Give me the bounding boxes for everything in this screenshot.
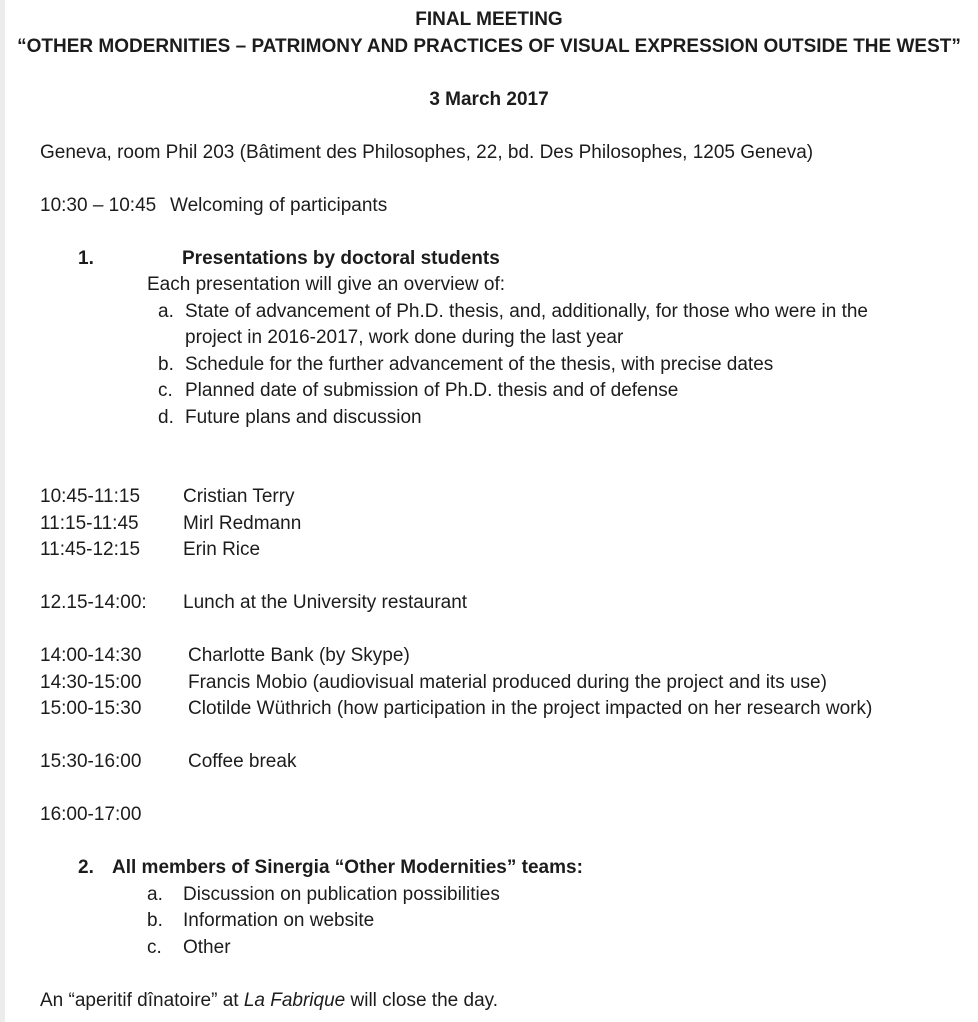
slot-label: Charlotte Bank (by Skype) (188, 645, 410, 666)
slot-label: Lunch at the University restaurant (183, 592, 468, 613)
list-item-letter: a. (158, 300, 174, 322)
list-item (147, 935, 978, 962)
list-item (158, 299, 978, 352)
meeting-location: Geneva, room Phil 203 (Bâtiment des Philosophes, 22, bd. Des Philosophes, 1205 Geneva) (40, 141, 814, 163)
list-item-letter: b. (147, 910, 163, 931)
closing-suffix: will close the day. (345, 989, 499, 1011)
slot-label: Cristian Terry (183, 486, 295, 507)
schedule-row-coffee (40, 749, 978, 776)
section1-heading (78, 246, 978, 273)
scan-edge-artifact (0, 0, 5, 1022)
list-item-letter: d. (158, 406, 174, 428)
spacer (0, 219, 978, 246)
spacer (0, 961, 978, 988)
time-slot: 16:00-17:00 (40, 804, 142, 825)
document-subtitle: “OTHER MODERNITIES – PATRIMONY AND PRACTICES OF VISUAL EXPRESSION OUTSIDE THE WEST” (17, 35, 961, 57)
document-title: FINAL MEETING (415, 9, 563, 30)
time-slot: 10:30 – 10:45 (40, 194, 157, 216)
list-item-text: Future plans and discussion (185, 406, 422, 428)
time-slot: 11:45-12:15 (40, 539, 141, 560)
time-slot: 15:00-15:30 (40, 698, 142, 719)
schedule-row (40, 670, 978, 697)
spacer (0, 776, 978, 803)
schedule-row (40, 643, 978, 670)
slot-label: Coffee break (188, 751, 297, 772)
list-item (158, 378, 978, 405)
spacer (0, 166, 978, 193)
section-title: All members of Sinergia “Other Modernities” teams: (112, 857, 583, 878)
schedule-row (40, 511, 978, 538)
schedule-row-lunch (40, 590, 978, 617)
list-item (158, 352, 978, 379)
slot-label: Mirl Redmann (183, 512, 302, 534)
time-slot: 10:45-11:15 (40, 486, 141, 507)
time-slot: 15:30-16:00 (40, 751, 142, 772)
time-slot: 14:00-14:30 (40, 645, 142, 666)
section-title: Presentations by doctoral students (182, 247, 500, 269)
list-item-letter: a. (147, 883, 163, 905)
list-item-text: Schedule for the further advancement of the thesis, with precise dates (185, 353, 774, 375)
list-item (147, 882, 978, 909)
list-item-letter: b. (158, 353, 174, 375)
meeting-date: 3 March 2017 (429, 88, 549, 110)
section2-heading (78, 855, 978, 882)
list-item-letter: c. (147, 936, 162, 958)
section-number: 2. (78, 857, 94, 878)
spacer (0, 829, 978, 856)
section1-intro: Each presentation will give an overview of: (147, 274, 506, 295)
list-item-text: Discussion on publication possibilities (183, 883, 500, 905)
section-number: 1. (78, 247, 94, 269)
list-item-letter: c. (158, 380, 173, 401)
list-item (158, 405, 978, 432)
spacer (0, 723, 978, 750)
list-item-text: Planned date of submission of Ph.D. thesis and of defense (185, 380, 679, 401)
closing-venue: La Fabrique (243, 989, 346, 1011)
schedule-row (40, 537, 978, 564)
list-item-text: State of advancement of Ph.D. thesis, and, additionally, for those who were in the project in 2016-2017, work done during the last year (185, 300, 868, 348)
slot-label: Erin Rice (183, 539, 261, 560)
list-item-text: Other (183, 936, 231, 958)
list-item-text: Information on website (183, 910, 375, 931)
schedule-row-final (40, 802, 978, 829)
spacer (0, 113, 978, 140)
time-slot: 11:15-11:45 (40, 512, 139, 534)
time-slot: 14:30-15:00 (40, 671, 142, 693)
spacer (0, 617, 978, 644)
spacer (0, 60, 978, 87)
schedule-row-welcome (40, 193, 978, 220)
slot-label: Clotilde Wüthrich (how participation in the project impacted on her research work) (188, 698, 873, 719)
schedule-row (40, 696, 978, 723)
spacer (0, 431, 978, 458)
list-item (147, 908, 978, 935)
spacer (0, 564, 978, 591)
schedule-row (40, 484, 978, 511)
time-slot: 12.15-14:00: (40, 592, 147, 613)
slot-label: Francis Mobio (audiovisual material produced during the project and its use) (188, 671, 827, 693)
closing-prefix: An “aperitif dînatoire” at (40, 989, 244, 1011)
closing-line (40, 988, 978, 1015)
slot-label: Welcoming of participants (170, 194, 388, 216)
spacer (0, 458, 978, 485)
